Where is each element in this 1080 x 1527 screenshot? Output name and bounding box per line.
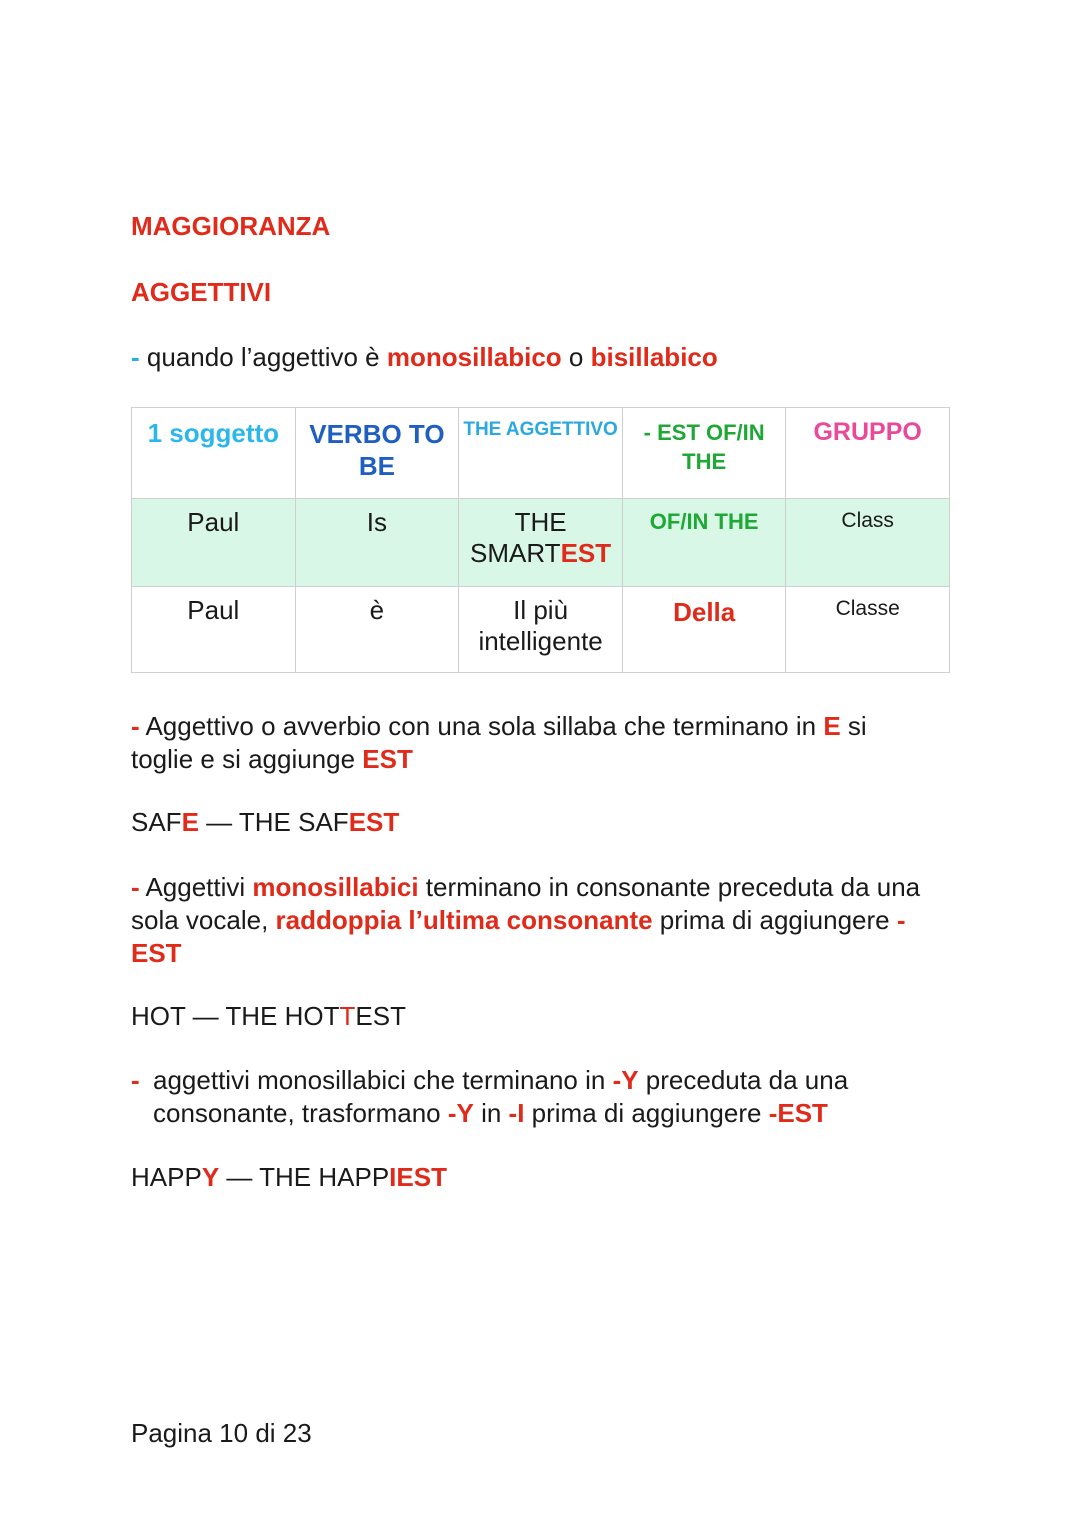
rule-3-text-d: prima di aggiungere [524, 1098, 769, 1128]
rule-1-highlight-2: EST [362, 744, 413, 774]
intro-highlight-1: monosillabico [386, 342, 562, 372]
cell-adjective-suffix: EST [560, 538, 612, 568]
rule-1 [131, 710, 931, 776]
rule-1-text-b: si toglie e si aggiunge [131, 711, 867, 774]
header-gruppo: GRUPPO [786, 408, 950, 499]
rule-3-text-b: preceduta da una consonante, trasformano [153, 1065, 849, 1128]
example-1-a: SAF [131, 807, 182, 837]
example-3-c: — THE HAPP [219, 1162, 390, 1192]
example-1-b: E [181, 807, 199, 837]
cell-verb: Is [295, 499, 459, 587]
cell-adjective: Il più intelligente [459, 587, 623, 673]
example-3 [131, 1161, 931, 1194]
intro-text-b: o [561, 342, 591, 372]
table-header-row [132, 408, 950, 499]
example-1 [131, 806, 931, 839]
header-est: - EST OF/IN THE [623, 408, 786, 499]
cell-adjective [459, 499, 623, 587]
rule-3 [131, 1064, 931, 1130]
comparison-table [131, 407, 950, 673]
rule-3-text-c: in [473, 1098, 509, 1128]
rule-2 [131, 871, 931, 970]
example-2-a: HOT — THE HOT [131, 1001, 340, 1031]
rule-3-body [153, 1064, 913, 1130]
intro-line [131, 341, 931, 374]
table-row [132, 587, 950, 673]
rule-3-highlight-4: -EST [768, 1098, 828, 1128]
example-1-c: — THE SAF [198, 807, 349, 837]
header-verbo: VERBO TO BE [295, 408, 459, 499]
intro-text-a: quando l’aggettivo è [139, 342, 387, 372]
bullet-dash: - [131, 342, 140, 372]
header-aggettivo: THE AGGETTIVO [459, 408, 623, 499]
rule-1-highlight-1: E [823, 711, 841, 741]
example-1-d: EST [348, 807, 400, 837]
table-row [132, 499, 950, 587]
cell-of-in: Della [623, 587, 786, 673]
example-2-c: EST [355, 1001, 406, 1031]
rule-dash: - [131, 1065, 140, 1095]
header-soggetto: 1 soggetto [132, 408, 296, 499]
example-3-b: Y [201, 1162, 220, 1192]
rule-dash: - [131, 872, 140, 902]
rule-2-text-b: terminano in consonante preceduta da una sola vocale, [131, 872, 921, 935]
intro-highlight-2: bisillabico [590, 342, 718, 372]
rule-2-highlight-3: -EST [131, 905, 906, 968]
cell-group: Classe [786, 587, 950, 673]
rule-2-text-c: prima di aggiungere [652, 905, 897, 935]
cell-group: Class [786, 499, 950, 587]
example-2-b: T [339, 1001, 356, 1031]
cell-of-in: OF/IN THE [623, 499, 786, 587]
section-subtitle: AGGETTIVI [131, 277, 272, 307]
cell-subject: Paul [132, 499, 296, 587]
rule-3-highlight-2: -Y [447, 1098, 474, 1128]
rule-2-text-a: Aggettivi [139, 872, 253, 902]
rule-1-text-a: Aggettivo o avverbio con una sola sillaba che terminano in [139, 711, 824, 741]
example-3-d: IEST [389, 1162, 447, 1192]
rule-3-text-a: aggettivi monosillabici che terminano in [153, 1065, 613, 1095]
rule-2-highlight-1: monosillabici [252, 872, 419, 902]
rule-2-highlight-2: raddoppia l’ultima consonante [275, 905, 653, 935]
section-title: MAGGIORANZA [131, 211, 331, 241]
rule-3-highlight-3: -I [508, 1098, 525, 1128]
example-3-a: HAPP [131, 1162, 202, 1192]
example-2 [131, 1000, 931, 1033]
rule-3-highlight-1: -Y [612, 1065, 639, 1095]
cell-adjective-base: SMART [470, 538, 561, 568]
cell-subject: Paul [132, 587, 296, 673]
rule-dash: - [131, 711, 140, 741]
cell-the: THE [514, 507, 567, 537]
cell-verb: è [295, 587, 459, 673]
page-number: Pagina 10 di 23 [131, 1418, 312, 1448]
